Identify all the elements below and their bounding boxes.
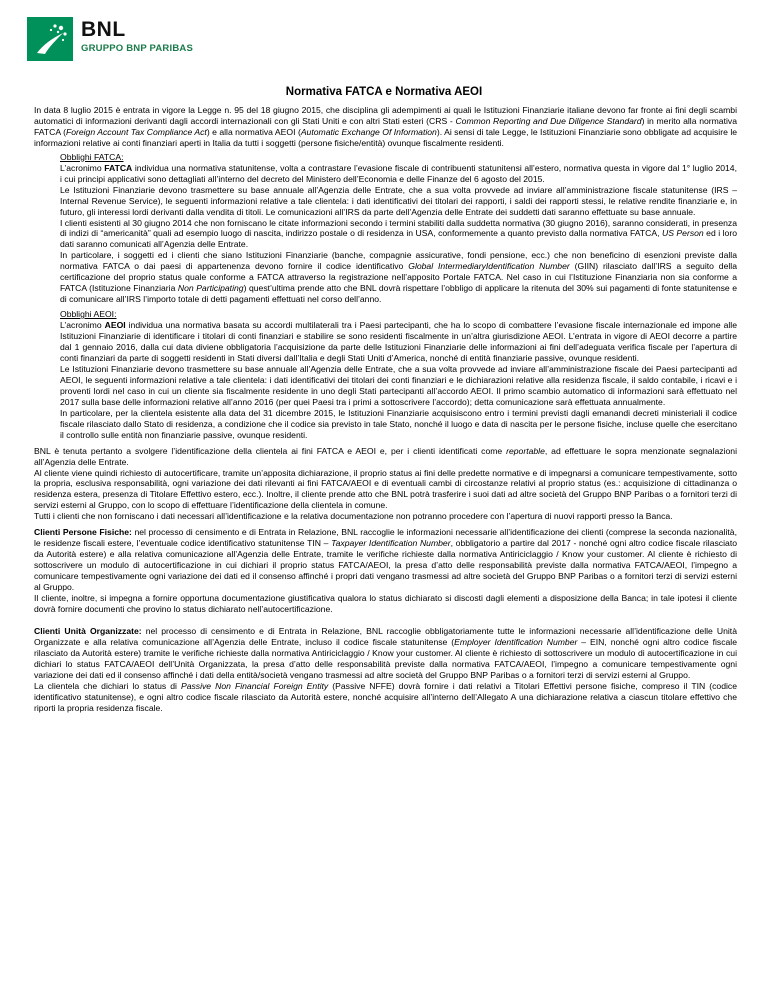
fatca-heading: Obblighi FATCA:: [60, 151, 124, 162]
bnl-logo-mark: [27, 17, 73, 61]
aeoi-paragraph: L’acronimo AEOI individua una normativa basata su accordi multilaterali tra i Paesi partecipanti, che ha lo scopo di combattere l’evasione fiscale internazionale ed impone alle Istituzioni Finanziarie di identificare i titolari di conti finanziari e stabilire se sono residenti fiscalmente in un’altra giurisdizione AEOI. L’entrata in vigore di AEOI decorre a partire dal 1 gennaio 2016, dalla cui data diviene obbligatoria l’acquisizione da parte delle Istituzioni Finanziarie delle informazioni ai fini dell’adeguata verifica fiscale per l’apertura di conti finanziari da parte di soggetti residenti in Stati diversi dall’Italia e degli Stati Uniti d’America, nonché di entità finanziarie passive, ovunque residenti.: [60, 320, 737, 363]
bnl-logo: [27, 17, 247, 61]
intro-paragraph: In data 8 luglio 2015 è entrata in vigore la Legge n. 95 del 18 giugno 2015, che disciplina gli adempimenti ai quali le Istituzioni Finanziarie italiane devono far fronte ai fini degli scambi automatici di informazioni derivanti dagli accordi internazionali con gli Stati Uniti e con altri Stati esteri (CRS - Common Reporting and Due Diligence Standard) in merito alla normativa FATCA (Foreign Account Tax Compliance Act) e alla normativa AEOI (Automatic Exchange Of Information). Ai sensi di tale Legge, le Istituzioni Finanziarie sono obbligate ad acquisire le informazioni relative ai conti finanziari aperti in Italia da tutti i soggetti (persone fisiche/entità) ovunque fiscalmente residenti.: [34, 105, 738, 148]
fatca-paragraph: Le Istituzioni Finanziarie devono trasmettere su base annuale all’Agenzia delle Entrate, che a sua volta provvede ad inviare all’amministrazione fiscale statunitense (IRS – Internal Revenue Service), le seguenti informazioni relative a tale clientela: i dati identificativi dei titolari dei rapporti, i saldi dei rapporti stessi, le relative rendite finanziarie e, in futuro, gli interessi lordi derivanti dalla vendita di titoli. Le comunicazioni all’IRS da parte dell’Agenzia delle Entrate dei suddetti dati saranno effettuate su base annuale.: [60, 184, 737, 217]
aeoi-heading: Obblighi AEOI:: [60, 309, 117, 320]
aeoi-paragraph: In particolare, per la clientela esistente alla data del 31 dicembre 2015, le Istituzioni Finanziarie acquisiscono entro i termini previsti dagli emanandi decreti ministeriali il codice fiscale rilasciato dallo Stato di residenza, a condizione che il codice sia previsto in tale Stato, nonché il luogo e data di nascita per le persone fisiche, incluse quelle che esercitano il controllo sulle entità non finanziarie passive, ovunque residenti.: [60, 407, 737, 440]
fatca-section: [60, 152, 737, 305]
persone-fisiche-paragraph: Clienti Persone Fisiche: nel processo di censimento e di Entrata in Relazione, BNL raccoglie le informazioni necessarie all’identificazione dei clienti (comprese la seconda nazionalità, le residenze fiscali estere, l’eventuale codice identificativo statunitense TIN – Taxpayer Identification Number, obbligatorio a partire dal 2017 - nonché ogni altro codice fiscale rilasciato da Autorità estere) e alla relativa comunicazione all’Agenzia delle Entrate, tramite le verifiche richieste dalla normativa Antiriciclaggio / Know your customer. Al cliente è richiesto di sottoscrivere un modulo di autocertificazione in cui dichiari il proprio status FATCA/AEOI, la presa d’atto delle responsabilità previste dalla normativa FATCA/AEOI, l’impegno a comunicare tempestivamente ogni variazione dei dati ed il consenso affinché i propri dati vengano trasmessi ad altre società del Gruppo BNP Paribas o a fornitori terzi di servizi esterni al Gruppo.: [34, 527, 737, 593]
logo-wordmark: BNL: [81, 18, 126, 41]
aeoi-section: [60, 309, 737, 440]
body-paragraph: BNL è tenuta pertanto a svolgere l’identificazione della clientela ai fini FATCA e AEOI e, per i clienti identificati come reportable, ad effettuare le sopra menzionate segnalazioni all’Agenzia delle Entrate.: [34, 445, 737, 467]
unita-organizzate-paragraph: Clienti Unità Organizzate: nel processo di censimento e di Entrata in Relazione, BNL raccoglie obbligatoriamente tutte le informazioni necessarie all’identificazione delle Unità Organizzate e alla relativa comunicazione all’Agenzia delle Entrate, incluso il codice fiscale statunitense (Employer Identification Number – EIN, nonché ogni altro codice fiscale rilasciato da Autorità estere) tramite le verifiche richieste dalla normativa Antiriciclaggio / Know your customer. Al cliente è richiesto di sottoscrivere un modulo di autocertificazione in cui dichiari lo status FATCA/AEOI dell’Unità Organizzata, la presa d’atto delle responsabilità previste dalla normativa FATCA/AEOI, l’impegno a comunicare tempestivamente ogni variazione dei dati ed il consenso affinché i dati della entità/società vengano trasmessi ad altre società del Gruppo BNP Paribas o a fornitori terzi di servizi esterni al Gruppo.: [34, 625, 738, 680]
document-title: Normativa FATCA e Normativa AEOI: [285, 86, 483, 98]
aeoi-paragraph: Le Istituzioni Finanziarie devono trasmettere su base annuale all’Agenzia delle Entrate, che a sua volta provvede ad inviare all’amministrazione fiscale dei Paesi partecipanti ad AEOI, le seguenti informazioni relative a tale clientela: i dati identificativi dei titolari dei conti finanziari e le dichiarazioni relative alla residenza fiscale, il saldo contabile, i ricavi e i proventi lordi nel caso in cui un cliente sia fiscalmente residente in uno degli Stati partecipanti all’accordo AEOI. Il primo scambio automatico di informazioni sarà effettuato nel 2017 sulla base delle informazioni relative all’anno 2016 (per quei Paesi tra i primi a sottoscrivere l’accordo); detta comunicazione sarà effettuata annualmente.: [60, 363, 737, 407]
fatca-paragraph: In particolare, i soggetti ed i clienti che siano Istituzioni Finanziarie (banche, compagnie assicurative, fondi pensione, ecc.) che non beneficino di esenzioni previste dalla normativa FATCA o dai paesi di appartenenza devono fornire il codice identificativo Global IntermediaryIdentification Number (GIIN) rilasciato dall’IRS a seguito della certificazione del proprio status quale conforme a FATCA attraverso la registrazione nell’apposito Portale FATCA. Nel caso in cui l’Istituzione Finanziaria non sia conforme a FATCA (Istituzione Finanziaria Non Participating) quest’ultima prende atto che BNL dovrà rispettare l’obbligo di applicare la ritenuta del 30% sui pagamenti di fonte statunitense e di comunicare all’IRS l’importo totale di detti pagamenti effettuati nel corso dell’anno.: [60, 250, 738, 305]
fatca-paragraph: I clienti esistenti al 30 giugno 2014 che non forniscano le citate informazioni secondo i termini stabiliti dalla suddetta normativa (30 giugno 2016), saranno considerati, in presenza di indizi di “americanità” quali ad esempio luogo di nascita, indirizzo postale o di residenza in USA, conformemente a quanto previsto dalla normativa FATCA, US Person ed i loro dati saranno comunicati all’Agenzia delle Entrate.: [60, 217, 737, 250]
persone-fisiche-paragraph: Il cliente, inoltre, si impegna a fornire opportuna documentazione giustificativa qualora lo status dichiarato si discosti dagli elementi a disposizione della Banca; in tale ipotesi il cliente dovrà fornire documenti che provino lo status dichiarato nell’autocertificazione.: [34, 592, 737, 614]
body-paragraph: Tutti i clienti che non forniscano i dati necessari all’identificazione e la relativa documentazione non potranno procedere con l’apertura di nuovi rapporti presso la Banca.: [34, 511, 673, 522]
fatca-paragraph: L’acronimo FATCA individua una normativa statunitense, volta a contrastare l’evasione fiscale di contribuenti statunitensi all’estero, normativa questa in vigore dal 1° luglio 2014, i cui principi applicativi sono dettagliati all’interno del decreto del Ministero dell’Economia e delle Finanze del 6 agosto del 2015.: [60, 162, 737, 184]
document-body: [34, 105, 737, 714]
unita-organizzate-paragraph: La clientela che dichiari lo status di Passive Non Financial Foreign Entity (Passive NFFE) dovrà fornire i dati relativi a Titolari Effettivi persone fisiche, compreso il TIN (codice identificativo statunitense), e ogni altro codice fiscale rilasciato da Autorità estere, nonché acquisire all’interno dell’Allegato A una dichiarazione relativa a ciascun titolare effettivo che riporti la propria residenza fiscale.: [34, 680, 737, 713]
logo-subtitle: GRUPPO BNP PARIBAS: [81, 43, 193, 54]
body-paragraph: Al cliente viene quindi richiesto di autocertificare, tramite un’apposita dichiarazione, il proprio status ai fini delle predette normative e di impegnarsi a comunicare tempestivamente, sotto la propria, esclusiva responsabilità, ogni variazione dei dati rilevanti ai fini FATCA/AEOI e di eventuali cambi di circostanze relativi al proprio status (es.: acquisizione di cittadinanza o residenza estera, presenza di Titolare Effettivo estero, ecc.). Inoltre, il cliente prende atto che BNL potrà trasferire i suoi dati ad altre società del Gruppo BNP Paribas o a fornitori terzi di servizi esterni al Gruppo, con lo scopo di effettuare l’identificazione della clientela in comune.: [34, 467, 737, 511]
